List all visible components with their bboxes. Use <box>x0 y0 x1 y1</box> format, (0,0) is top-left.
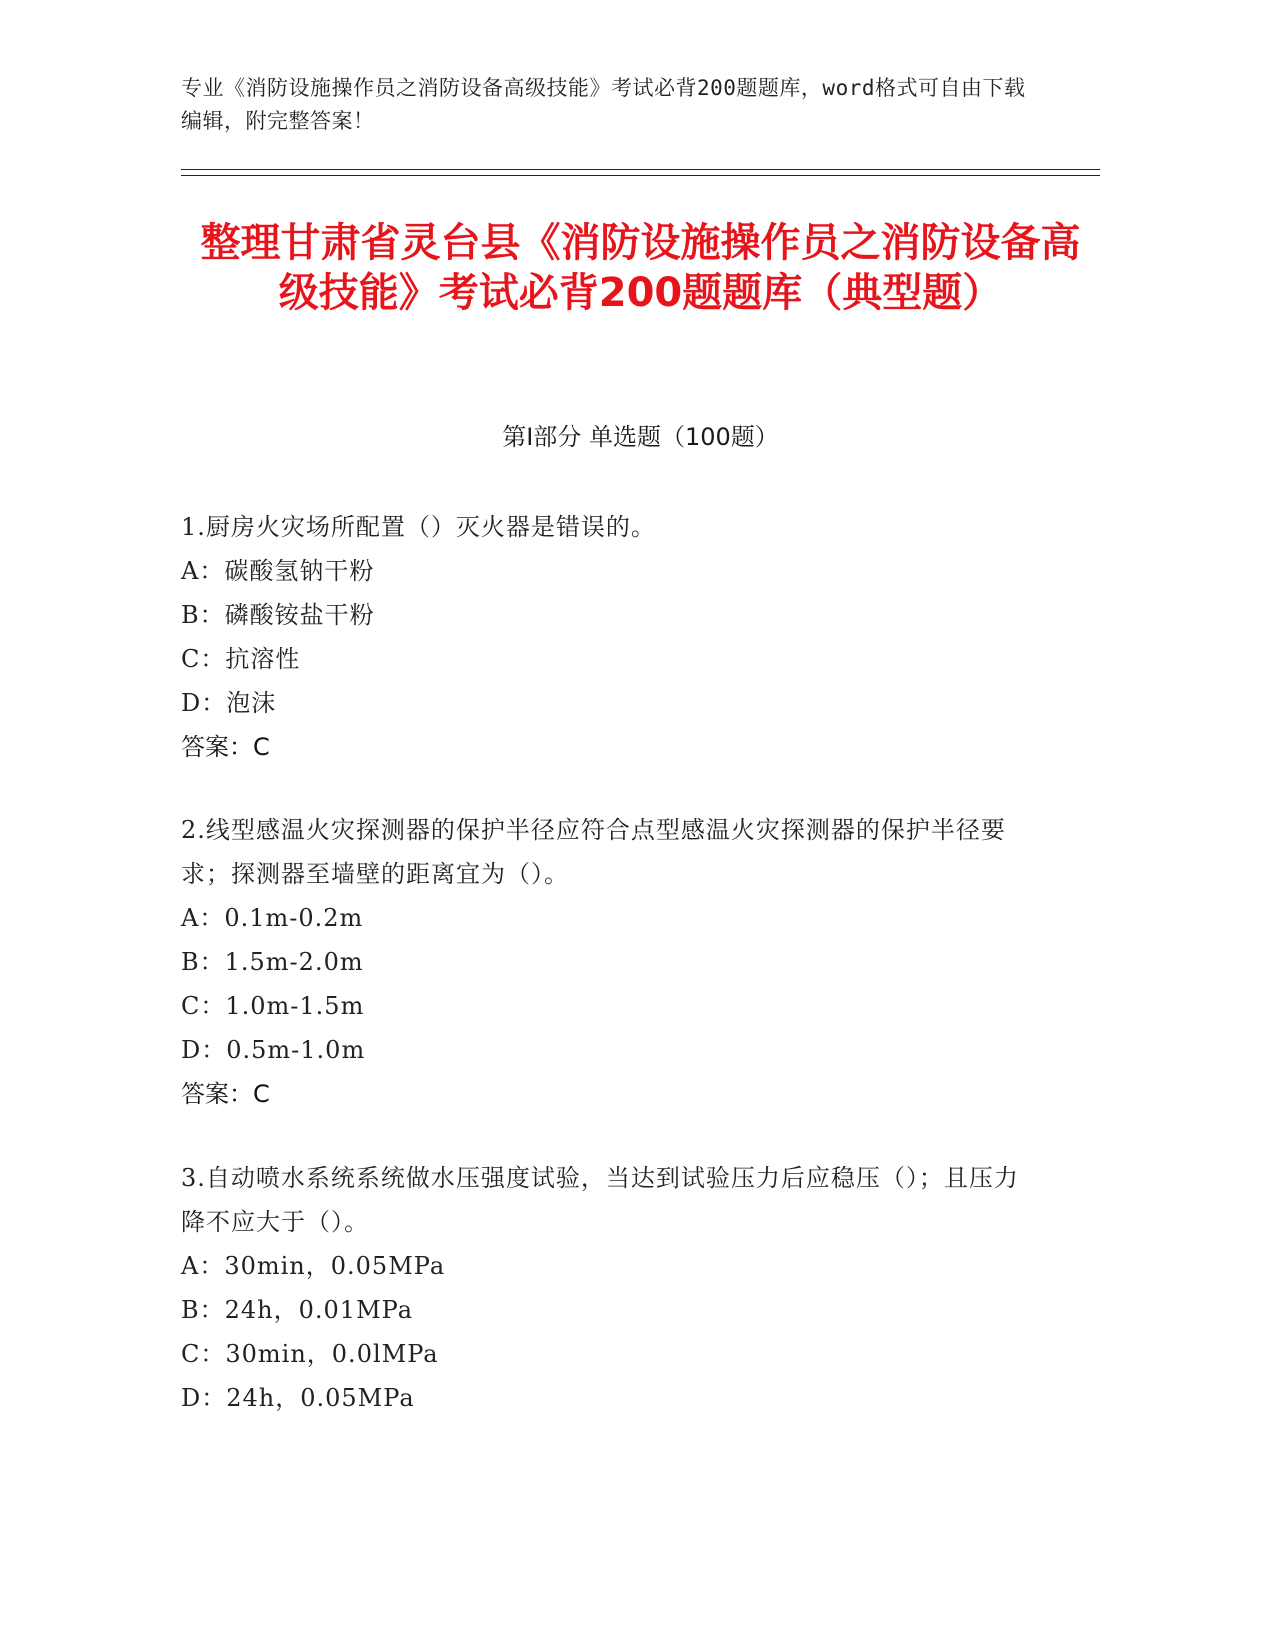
section-heading: 第I部分 单选题（100题） <box>502 423 779 451</box>
option-d: D：24h，0.05MPa <box>181 1384 415 1412</box>
option-c: C：1.0m-1.5m <box>181 992 365 1020</box>
option-c: C：抗溶性 <box>181 645 301 673</box>
option-a: A：30min，0.05MPa <box>181 1252 446 1280</box>
option-b: B：磷酸铵盐干粉 <box>181 601 375 629</box>
option-c: C：30min，0.0lMPa <box>181 1340 439 1368</box>
question-3 <box>181 1156 1041 1420</box>
question-text: 1.厨房火灾场所配置（）灭火器是错误的。 <box>181 513 656 541</box>
question-text: 3.自动喷水系统系统做水压强度试验，当达到试验压力后应稳压（）；且压力降不应大于（）。 <box>181 1164 1019 1236</box>
question-text: 2.线型感温火灾探测器的保护半径应符合点型感温火灾探测器的保护半径要求；探测器至墙壁的距离宜为（）。 <box>181 816 1006 888</box>
answer: 答案：C <box>181 733 270 761</box>
option-d: D：0.5m-1.0m <box>181 1036 366 1064</box>
option-d: D：泡沫 <box>181 689 277 717</box>
question-1 <box>181 505 1041 769</box>
question-2 <box>181 808 1041 1116</box>
option-b: B：1.5m-2.0m <box>181 948 364 976</box>
document-title: 整理甘肃省灵台县《消防设施操作员之消防设备高级技能》考试必背200题题库（典型题） <box>200 220 1081 316</box>
document-intro: 专业《消防设施操作员之消防设备高级技能》考试必背200题题库，word格式可自由下载编辑，附完整答案！ <box>181 76 1026 133</box>
header-rule-top <box>181 169 1100 170</box>
option-a: A：0.1m-0.2m <box>181 904 364 932</box>
option-a: A：碳酸氢钠干粉 <box>181 557 375 585</box>
header-rule-bottom <box>181 175 1100 176</box>
option-b: B：24h，0.01MPa <box>181 1296 414 1324</box>
answer: 答案：C <box>181 1080 270 1108</box>
